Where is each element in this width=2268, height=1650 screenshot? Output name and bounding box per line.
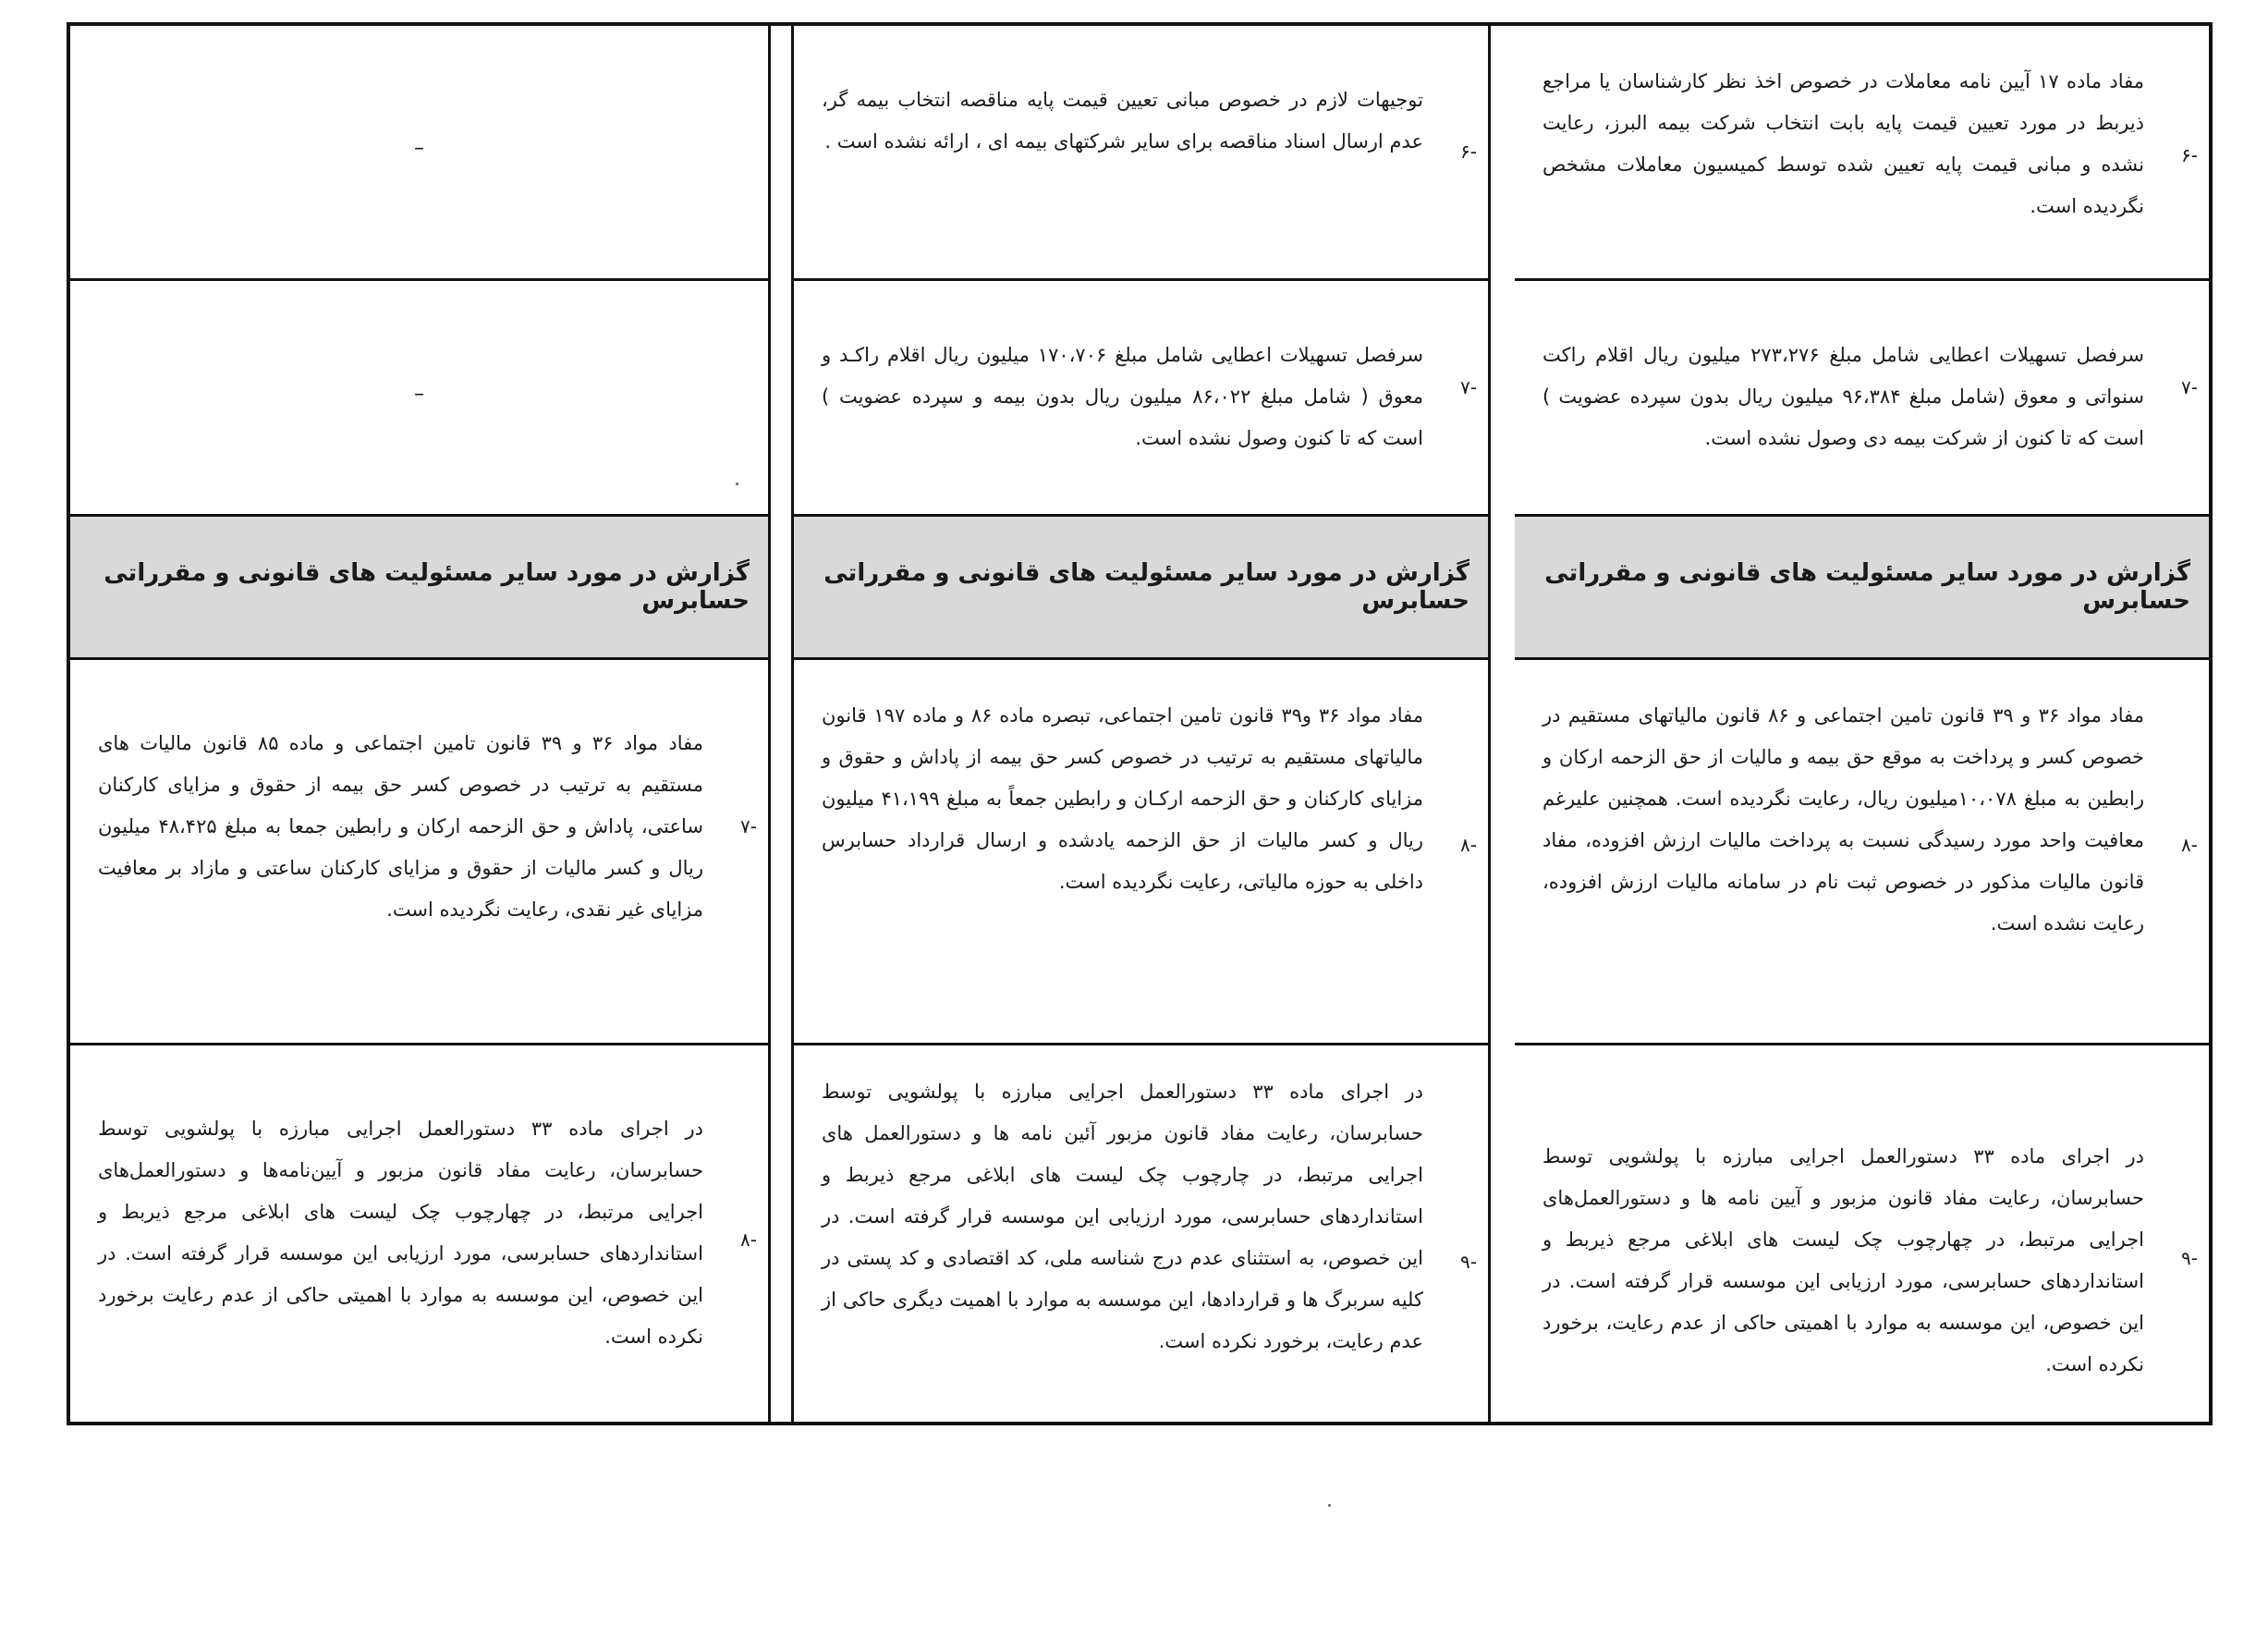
- cell-item-8: [794, 660, 1488, 1045]
- cell-item-8: [70, 660, 768, 1045]
- item-7-number: ۷-: [2181, 376, 2198, 398]
- item-7-number: ۷-: [1460, 376, 1477, 398]
- item-6-text: توجیهات لازم در خصوص مبانی تعیین قیمت پایه مناقصه انتخاب بیمه گر، عدم ارسال اسناد مناقصه برای سایر شرکتهای بیمه ای ، ارائه نشده است .: [822, 89, 1423, 153]
- cell-item-7: [1515, 281, 2209, 517]
- item-7-text: سرفصل تسهیلات اعطایی شامل مبلغ ۱۷۰،۷۰۶ میلیون ریال اقلام راکـد و معوق ( شامل مبلغ ۸۶،۰۲۲ میلیون ریال بدون بیمه و سپرده عضویت ) است که تا کنون وصول نشده است.: [822, 344, 1424, 449]
- cell-item-6: [1515, 26, 2209, 281]
- cell-item-7: [794, 281, 1488, 517]
- section-heading: گزارش در مورد سایر مسئولیت های قانونی و مقرراتی حسابرس: [1544, 559, 2190, 615]
- item-7-text: سرفصل تسهیلات اعطایی شامل مبلغ ۲۷۳،۲۷۶ میلیون ریال اقلام راکت سنواتی و معوق (شامل مبلغ ۹۶،۳۸۴ میلیون ریال بدون سپرده عضویت ) است که تا کنون از شرکت بیمه دی وصول نشده است.: [1542, 344, 2144, 449]
- item-8-text: مفاد مواد ۳۶ و۳۹ قانون تامین اجتماعی، تبصره ماده ۸۶ و ماده ۱۹۷ قانون مالیاتهای مستقیم به ترتیب در خصوص کسر حق بیمه از پاداش و حقوق و مزایای کارکنان و حق الزحمه ارکـان و رابطین جمعاً به مبلغ ۴۱،۱۹۹ میلیون ریال و کسر مالیات از حق الزحمه یادشده و ارسال قرارداد حسابرس داخلی به حوزه مالیاتی، رعایت نگردیده است.: [822, 704, 1423, 893]
- section-heading-cell: [1515, 517, 2209, 660]
- section-heading-cell: [794, 517, 1488, 660]
- empty-dash: –: [414, 383, 424, 406]
- item-9-text: در اجرای ماده ۳۳ دستورالعمل اجرایی مبارزه با پولشویی توسط حسابرسان، رعایت مفاد قانون مزبور و آیین‌نامه‌ها و دستورالعمل‌های اجرایی مرتبط، در چهارچوب چک لیست های ابلاغی مرجع ذیربط و استانداردهای حسابرسی، مورد ارزیابی این موسسه قرار گرفته است. در این خصوص، این موسسه به موارد با اهمیتی حاکی از عدم رعایت برخورد نکرده است.: [98, 1118, 704, 1348]
- item-8-text: مفاد مواد ۳۶ و ۳۹ قانون تامین اجتماعی و ۸۶ قانون مالیاتهای مستقیم در خصوص کسر و پرداخت به موقع حق بیمه و مالیات از حق الزحمه ارکان و رابطین به مبلغ ۱۰،۰۷۸میلیون ریال، رعایت نگردیده است. همچنین علیرغم معافیت واحد مورد رسیدگی نسبت به پرداخت مالیات ارزش افزوده، مفاد قانون مالیات مذکور در خصوص ثبت نام در سامانه مالیات ارزش افزوده، رعایت نشده است.: [1542, 704, 2144, 935]
- column-1: [1515, 26, 2209, 1422]
- scan-speck: [1328, 1504, 1331, 1507]
- column-2: [791, 26, 1491, 1422]
- item-9-text: در اجرای ماده ۳۳ دستورالعمل اجرایی مبارزه با پولشویی توسط حسابرسان، رعایت مفاد قانون مزبور آئین نامه ها و دستورالعمل های اجرایی مرتبط، در چارچوب چک لیست های ابلاغی مرجع ذیربط و استانداردهای حسابرسی، مورد ارزیابی این موسسه قرار گرفته است. در این خصوص، به استثنای عدم درج شناسه ملی، کد اقتصادی و کد پستی در کلیه سربرگ ها و قراردادها، این موسسه به موارد با اهمیت دیگری حاکی از عدم رعایت، برخورد نکرده است.: [822, 1081, 1423, 1352]
- section-heading-cell: [70, 517, 768, 660]
- cell-item-9: [70, 1045, 768, 1425]
- item-8-text: مفاد مواد ۳۶ و ۳۹ قانون تامین اجتماعی و ماده ۸۵ قانون مالیات های مستقیم به ترتیب در خصوص کسر حق بیمه از حقوق و مزایای کارکنان ساعتی، پاداش و حق الزحمه ارکان و رابطین جمعا به مبلغ ۴۸،۴۲۵ میلیون ریال و کسر مالیات از حقوق و مزایای کارکنان ساعتی و مازاد بر معافیت مزایای غیر نقدی، رعایت نگردیده است.: [98, 732, 703, 921]
- cell-item-9: [794, 1045, 1488, 1425]
- item-6-text: مفاد ماده ۱۷ آیین نامه معاملات در خصوص اخذ نظر کارشناسان یا مراجع ذیربط در مورد تعیین قیمت پایه بابت انتخاب شرکت بیمه البرز، رعایت نشده و مبانی قیمت پایه تعیین شده توسط کمیسیون معاملات مشخص نگردیده است.: [1542, 70, 2144, 217]
- item-9-number: ۹-: [2181, 1247, 2198, 1269]
- item-9-number: ۸-: [740, 1228, 757, 1251]
- cell-item-6: [70, 26, 768, 281]
- section-heading: گزارش در مورد سایر مسئولیت های قانونی و مقرراتی حسابرس: [823, 559, 1469, 615]
- empty-dash: –: [414, 137, 424, 160]
- item-8-number: ۸-: [2181, 834, 2198, 856]
- scan-speck: [736, 483, 738, 485]
- cell-item-7: [70, 281, 768, 517]
- item-9-text: در اجرای ماده ۳۳ دستورالعمل اجرایی مبارزه با پولشویی توسط حسابرسان، رعایت مفاد قانون مزبور و آیین نامه ها و دستورالعمل‌های اجرایی مرتبط، در چهارچوب چک لیست های ابلاغی مرجع ذیربط و استانداردهای حسابرسی، مورد ارزیابی این موسسه قرار گرفته است. در این خصوص، این موسسه به موارد با اهمیتی حاکی از عدم رعایت، برخورد نکرده است.: [1542, 1145, 2144, 1375]
- item-8-number: ۸-: [1460, 834, 1477, 856]
- column-3: [70, 26, 771, 1422]
- item-6-number: ۶-: [2181, 144, 2198, 166]
- item-9-number: ۹-: [1460, 1251, 1477, 1273]
- section-heading: گزارش در مورد سایر مسئولیت های قانونی و مقرراتی حسابرس: [104, 559, 750, 615]
- cell-item-8: [1515, 660, 2209, 1045]
- item-6-number: ۶-: [1460, 141, 1477, 163]
- item-8-number: ۷-: [740, 815, 757, 837]
- cell-item-9: [1515, 1045, 2209, 1425]
- comparison-table: [67, 22, 2213, 1425]
- cell-item-6: [794, 26, 1488, 281]
